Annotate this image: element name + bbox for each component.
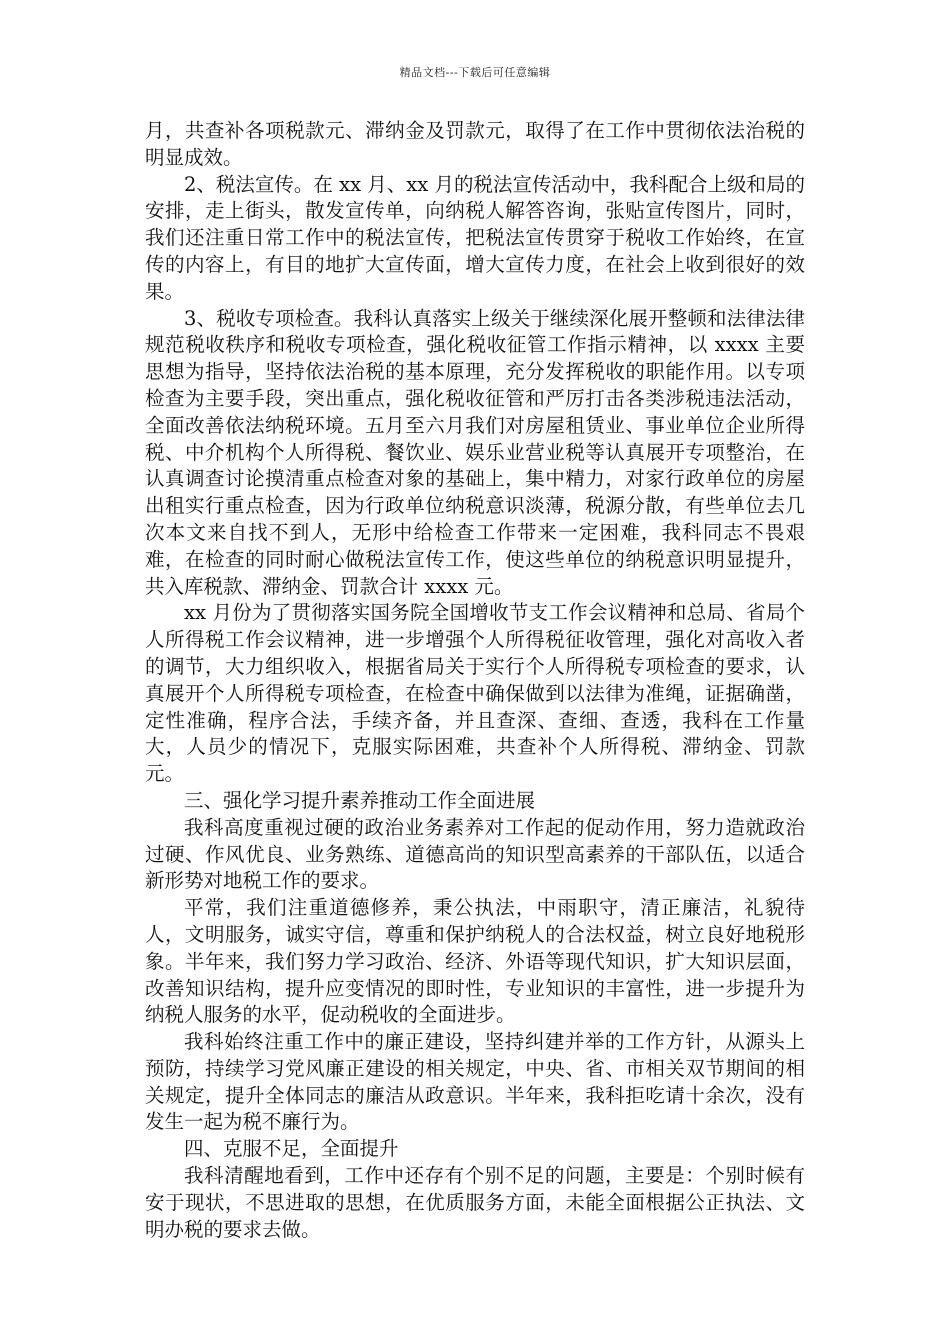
paragraph: 3、税收专项检查。我科认真落实上级关于继续深化展开整顿和法律法律规范税收秩序和税收专项检查，强化税收征管工作指示精神，以 xxxx 主要思想为指导，坚持依法治税的基本原理，充分发挥税收的职能作用。以专项检查为主要手段，突出重点，强化税收征管和严厉打击各类涉税违法活动，全面改善依法纳税环境。五月至六月我们对房屋租赁业、事业单位企业所得税、中介机构个人所得税、餐饮业、娱乐业营业税等认真展开专项整治，在认真调查讨论摸清重点检查对象的基础上，集中精力，对家行政单位的房屋出租实行重点检查，因为行政单位纳税意识淡薄，税源分散，有些单位去几次本文来自找不到人，无形中给检查工作带来一定困难，我科同志不畏艰难，在检查的同时耐心做税法宣传工作，使这些单位的纳税意识明显提升，共入库税款、滞纳金、罚款合计 xxxx 元。 [145,306,805,598]
paragraph: 月，共查补各项税款元、滞纳金及罚款元，取得了在工作中贯彻依法治税的明显成效。 [145,119,805,169]
paragraph: 2、税法宣传。在 xx 月、xx 月的税法宣传活动中，我科配合上级和局的安排，走上街头，散发宣传单，向纳税人解答咨询，张贴宣传图片，同时，我们还注重日常工作中的税法宣传，把税法宣传贯穿于税收工作始终，在宣传的内容上，有目的地扩大宣传面，增大宣传力度，在社会上收到很好的效果。 [145,172,805,303]
page-header: 精品文档---下载后可任意编辑 [399,66,551,79]
paragraph: 我科清醒地看到，工作中还存有个别不足的问题，主要是：个别时候有安于现状，不思进取的思想，在优质服务方面，未能全面根据公正执法、文明办税的要求去做。 [145,1164,805,1241]
section-heading: 四、克服不足，全面提升 [184,1137,399,1161]
paragraph: 我科高度重视过硬的政治业务素养对工作起的促动作用，努力造就政治过硬、作风优良、业务熟练、道德高尚的知识型高素养的干部队伍，以适合新形势对地税工作的要求。 [145,815,805,893]
document-body [145,118,805,1243]
section-heading: 三、强化学习提升素养推动工作全面进展 [184,788,536,812]
paragraph: xx 月份为了贯彻落实国务院全国增收节支工作会议精神和总局、省局个人所得税工作会议精神，进一步增强个人所得税征收管理，强化对高收入者的调节，大力组织收入，根据省局关于实行个人所得税专项检查的要求，认真展开个人所得税专项检查，在检查中确保做到以法律为准绳，证据确凿，定性准确，程序合法，手续齐备，并且查深、查细、查透，我科在工作量大，人员少的情况下，克服实际困难，共查补个人所得税、滞纳金、罚款元。 [145,601,805,786]
paragraph: 平常，我们注重道德修养，秉公执法，中雨职守，清正廉洁，礼貌待人，文明服务，诚实守信，尊重和保护纳税人的合法权益，树立良好地税形象。半年来，我们努力学习政治、经济、外语等现代知识，扩大知识层面，改善知识结构，提升应变情况的即时性，专业知识的丰富性，进一步提升为纳税人服务的水平，促动税收的全面进步。 [145,896,805,1027]
paragraph: 我科始终注重工作中的廉正建设，坚持纠建并举的工作方针，从源头上预防，持续学习党风廉正建设的相关规定，中央、省、市相关双节期间的相关规定，提升全体同志的廉洁从政意识。半年来，我科拒吃请十余次，没有发生一起为税不廉行为。 [145,1030,805,1134]
